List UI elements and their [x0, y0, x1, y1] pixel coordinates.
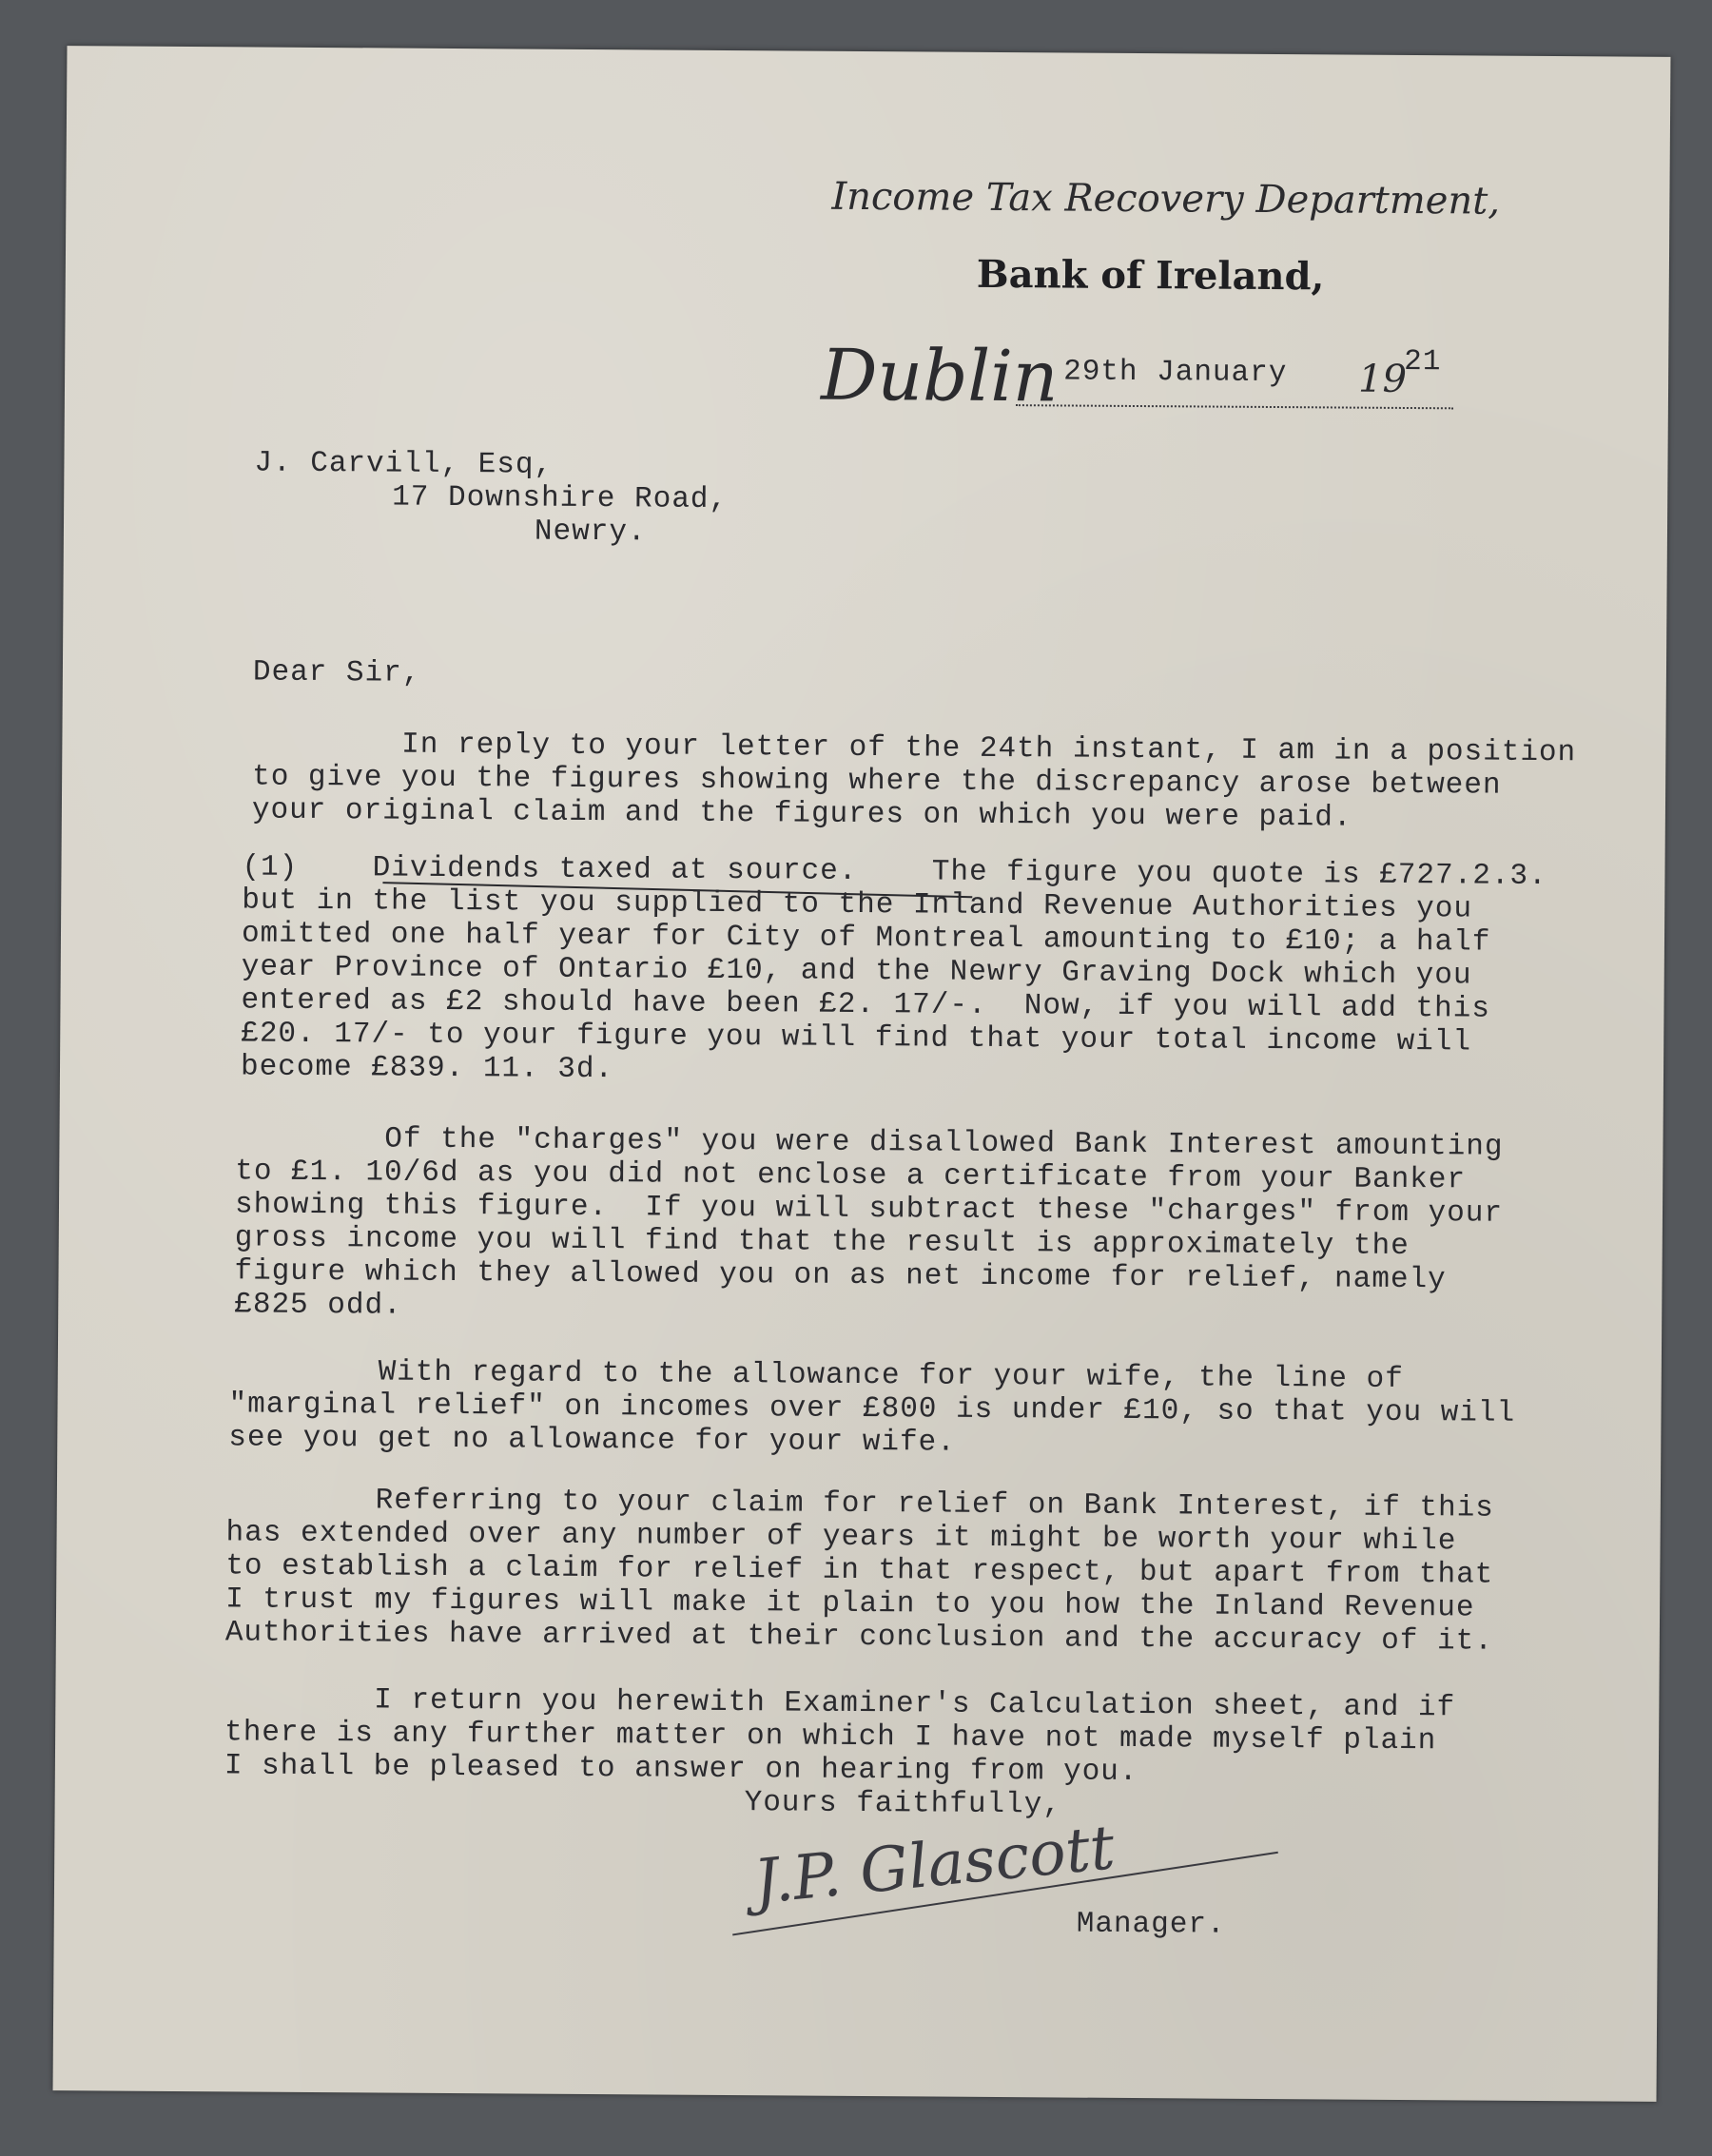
body-line: to establish a claim for relief in that respect, but apart from that — [225, 1549, 1494, 1592]
body-line: but in the list you supplied to the Inland Revenue Authorities you — [242, 884, 1473, 926]
department-heading: Income Tax Recovery Department, — [831, 174, 1501, 223]
year-suffix: 21 — [1404, 344, 1442, 379]
body-line: to £1. 10/6d as you did not enclose a certificate from your Banker — [235, 1155, 1467, 1197]
body-line: "marginal relief" on incomes over £800 is under £10, so that you will — [228, 1388, 1516, 1430]
place-name: Dublin — [820, 334, 1059, 418]
body-line: (1) Dividends taxed at source. The figure you quote is £727.2.3. — [242, 850, 1547, 894]
salutation: Dear Sir, — [252, 655, 421, 690]
body-line: With regard to the allowance for your wife, the line of — [228, 1354, 1404, 1396]
body-line: entered as £2 should have been £2. 17/-. Now, if you will add this — [241, 983, 1491, 1026]
bank-name: Bank of Ireland, — [976, 251, 1325, 300]
letter-page — [53, 46, 1671, 2102]
body-line: become £839. 11. 3d. — [240, 1050, 614, 1087]
body-line: I trust my figures will make it plain to you how the Inland Revenue — [225, 1583, 1475, 1625]
date-line — [1016, 404, 1453, 409]
body-line: omitted one half year for City of Montreal amounting to £10; a half — [241, 917, 1491, 960]
letter-date: 29th January — [1063, 355, 1288, 391]
body-line: to give you the figures showing where the discrepancy arose between — [252, 760, 1502, 803]
address-line-1: J. Carvill, Esq, — [254, 446, 554, 482]
body-line: has extended over any number of years it might be worth your while — [225, 1516, 1457, 1559]
body-line: see you get no allowance for your wife. — [228, 1421, 956, 1460]
body-line: £20. 17/- to your figure you will find that your total income will — [241, 1017, 1472, 1059]
closing: Yours faithfully, — [744, 1786, 1062, 1822]
address-line-3: Newry. — [534, 515, 647, 550]
body-line: your original claim and the figures on which you were paid. — [251, 793, 1352, 835]
body-line: Of the "charges" you were disallowed Bank Interest amounting — [235, 1121, 1504, 1164]
body-line: I return you herewith Examiner's Calculation sheet, and if — [224, 1682, 1456, 1725]
body-line: In reply to your letter of the 24th instant, I am in a position — [252, 727, 1577, 770]
body-line: showing this figure. If you will subtract these "charges" from your — [234, 1188, 1504, 1231]
year-prefix: 19 — [1357, 357, 1408, 401]
body-line: I shall be pleased to answer on hearing from you. — [224, 1749, 1138, 1790]
body-line: Referring to your claim for relief on Bank Interest, if this — [225, 1483, 1494, 1525]
body-line: year Province of Ontario £10, and the Newry Graving Dock which you — [241, 950, 1472, 993]
address-line-2: 17 Downshire Road, — [392, 480, 729, 517]
body-line: £825 odd. — [234, 1288, 402, 1323]
body-line: gross income you will find that the result is approximately the — [234, 1221, 1410, 1264]
body-line: figure which they allowed you on as net income for relief, namely — [234, 1254, 1447, 1297]
body-line: Authorities have arrived at their conclusion and the accuracy of it. — [224, 1616, 1493, 1659]
signatory-title: Manager. — [1076, 1907, 1226, 1942]
signature: J.P. Glascott — [750, 1813, 1119, 1918]
body-line: there is any further matter on which I have not made myself plain — [224, 1716, 1437, 1758]
